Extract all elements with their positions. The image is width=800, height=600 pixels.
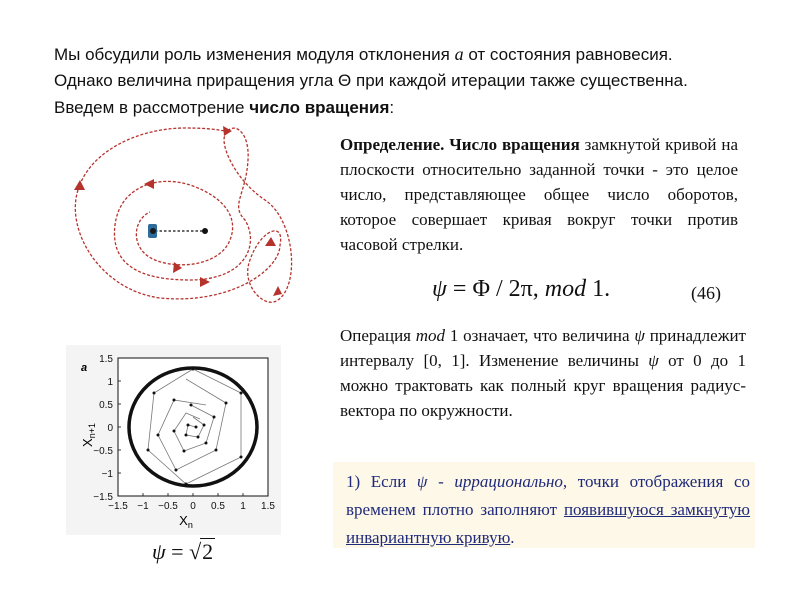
plot-frame xyxy=(118,358,268,496)
definition-text xyxy=(340,132,738,257)
note-text xyxy=(346,468,750,552)
y-tick-label: −0.5 xyxy=(93,446,113,457)
psi-symbol: ψ xyxy=(634,326,645,345)
op-text: 1 означает, что величина xyxy=(445,326,635,345)
x-tick-label: 1 xyxy=(240,501,246,512)
mod-operator: mod xyxy=(544,276,587,302)
intro-line-1 xyxy=(54,44,673,65)
psi-symbol: ψ xyxy=(416,472,428,491)
note-span: - xyxy=(427,472,455,491)
psi-symbol: ψ xyxy=(432,276,447,302)
formula-tail: 1. xyxy=(586,276,611,302)
sqrt-radicand: 2 xyxy=(202,539,214,564)
reference-point xyxy=(150,228,156,234)
note-span: 1) Если xyxy=(346,472,417,491)
op-text: принадлежит интервалу [0, 1]. Изменение величины xyxy=(340,326,746,370)
arrow-icon xyxy=(265,237,276,246)
definition-body: замкнутой кривой на плоскости относительно заданной точки - это целое число, представляющее общее число оборотов, которое совершает кривая вокруг точки против часовой стрелки. xyxy=(340,135,738,254)
note-span: , точки отображения со временем плотно заполняют xyxy=(346,472,751,519)
x-axis-label: $X_n$ xyxy=(179,513,193,530)
x-tick-label: 1.5 xyxy=(261,501,275,512)
operation-text xyxy=(340,323,746,423)
x-tick-label: 0.5 xyxy=(211,501,225,512)
winding-number-term: число вращения xyxy=(249,98,390,117)
equals-sign: = xyxy=(165,539,190,564)
intro-line-2: Однако величина приращения угла Θ при каждой итерации также существенна. xyxy=(54,71,688,90)
psi-symbol: ψ xyxy=(152,539,166,564)
y-tick-label: −1.5 xyxy=(93,492,113,503)
arrow-icon xyxy=(144,179,154,189)
x-tick-label: −1 xyxy=(137,501,149,512)
psi-symbol: ψ xyxy=(648,351,659,370)
arrow-icon xyxy=(273,286,282,296)
arrow-markers xyxy=(74,126,282,296)
intro-line-3 xyxy=(54,98,394,118)
y-tick-label: 0 xyxy=(107,423,113,434)
intro-text: : xyxy=(389,98,395,117)
intro-text: Мы обсудили роль изменения модуля отклонения xyxy=(54,45,455,64)
arrow-icon xyxy=(74,180,85,190)
equation-number: (46) xyxy=(691,283,721,303)
winding-curve-diagram xyxy=(60,120,320,320)
intro-text: от состояния равновесия. xyxy=(463,45,673,64)
x-tick-label: 0 xyxy=(190,501,196,512)
formula-46 xyxy=(432,276,610,303)
y-tick-label: 0.5 xyxy=(99,400,113,411)
y-axis-label: $X_{n+1}$ xyxy=(80,423,97,447)
op-text: Операция xyxy=(340,326,416,345)
x-tick-label: −0.5 xyxy=(158,501,178,512)
op-text: от 0 до 1 можно трактовать как полный круг вращения радиус-вектора по окружности. xyxy=(340,351,746,420)
mod-operator: mod xyxy=(415,326,446,345)
arrow-icon xyxy=(173,262,182,273)
definition-lead: Определение. Число вращения xyxy=(340,135,580,154)
sqrt-icon: √ xyxy=(189,539,202,564)
phase-plot xyxy=(66,345,281,535)
y-tick-label: −1 xyxy=(101,469,113,480)
x-tick-label: −1.5 xyxy=(108,501,128,512)
intro-text: Введем в рассмотрение xyxy=(54,98,250,117)
winding-curve xyxy=(75,128,291,302)
panel-label: a xyxy=(81,362,88,374)
note-span: . xyxy=(510,528,515,547)
curve-point xyxy=(202,228,208,234)
formula-expression: = Φ / 2π, xyxy=(446,276,545,302)
irrational-term: иррационально xyxy=(454,472,563,491)
y-tick-label: 1 xyxy=(107,377,113,388)
invariant-curve-term: появившуюся замкнутую инвариантную кривую xyxy=(346,500,750,547)
arrow-icon xyxy=(223,126,232,136)
y-tick-label: 1.5 xyxy=(99,354,113,365)
psi-sqrt2-formula xyxy=(152,538,215,565)
amplitude-variable: a xyxy=(454,44,464,64)
